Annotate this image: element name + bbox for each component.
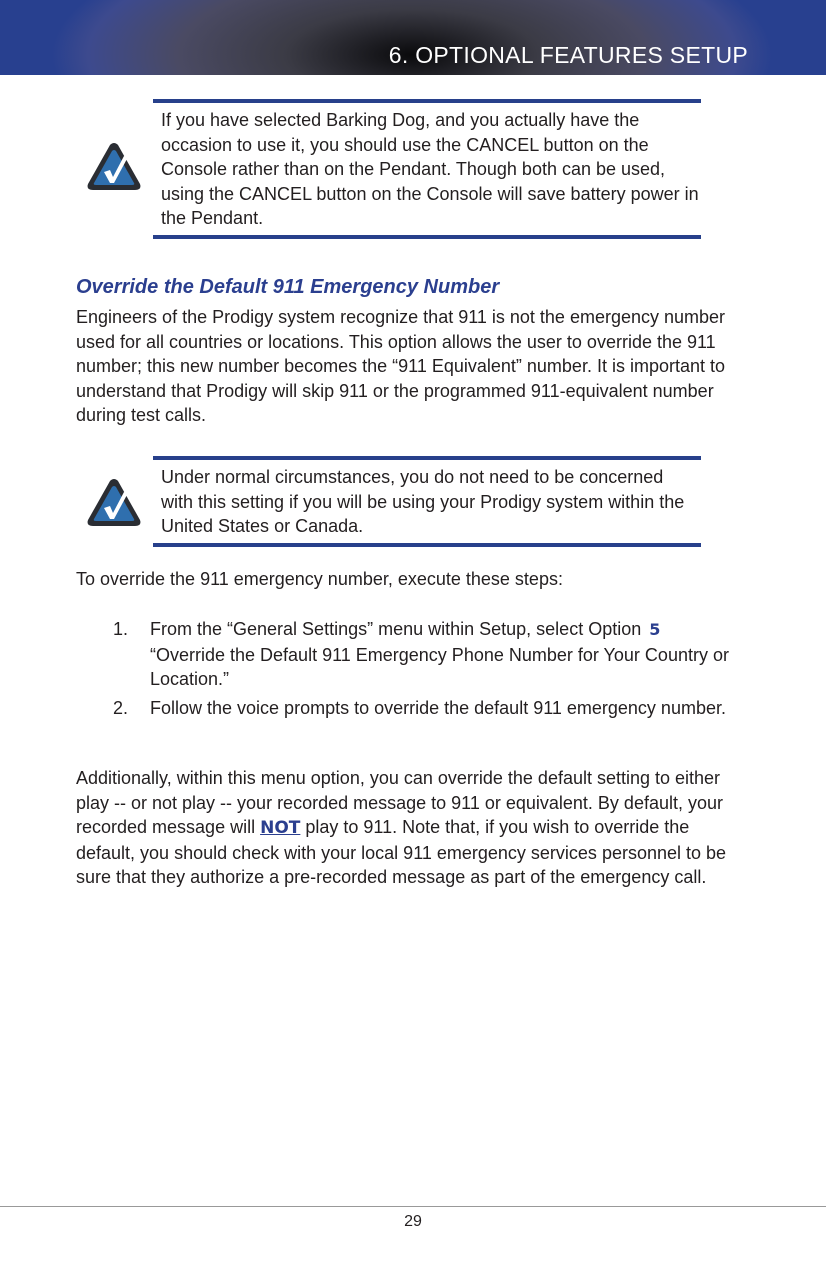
intro-paragraph: Engineers of the Prodigy system recognize that 911 is not the emergency number used for all countries or locations. This option allows the user to override the 911 number; this new number becomes the “911 Equivalent” number. It is important to understand that Prodigy will skip 911 or the programmed 911-equivalent number during test calls.	[76, 307, 726, 425]
additional-paragraph	[76, 766, 746, 890]
step-text: From the “General Settings” menu within Setup, select Option	[150, 619, 642, 639]
note-text: Under normal circumstances, you do not need to be concerned with this setting if you will be using your Prodigy system within the United States or Canada.	[161, 467, 685, 536]
steps-intro: To override the 911 emergency number, execute these steps:	[76, 569, 563, 589]
not-emphasis: NOT	[260, 818, 301, 838]
list-item	[113, 617, 753, 692]
step-text: Follow the voice prompts to override the default 911 emergency number.	[150, 698, 726, 718]
list-item	[113, 696, 753, 721]
header-banner	[0, 0, 826, 75]
additional-text-2: play to 911. Note that, if you wish to override the default, you should check with your local 911 emergency services personnel to be sure that they authorize a pre-recorded message as part of the emergency call.	[76, 817, 727, 887]
page-number: 29	[404, 1213, 422, 1230]
note-text: If you have selected Barking Dog, and you actually have the occasion to use it, you should use the CANCEL button on the Console rather than on the Pendant. Though both can be used, using the CANCEL button on the Console will save battery power in the Pendant.	[161, 110, 699, 228]
note-box	[153, 99, 701, 239]
step-number: 2.	[113, 698, 129, 718]
checkmark-icon	[86, 478, 142, 528]
additional-text: Additionally, within this menu option, you can override the default setting to either play -- or not play -- your recorded message to 911 or equivalent. By default, your recorded message will	[76, 768, 723, 837]
step-number: 1.	[113, 619, 129, 639]
footer-divider	[0, 1206, 826, 1207]
section-heading: Override the Default 911 Emergency Number	[76, 276, 500, 298]
option-number: 5	[649, 620, 661, 639]
checkmark-icon	[86, 142, 142, 192]
step-text-2: “Override the Default 911 Emergency Phone Number for Your Country or Location.”	[150, 644, 729, 689]
chapter-title: 6. OPTIONAL FEATURES SETUP	[388, 42, 748, 68]
note-box	[153, 456, 701, 547]
